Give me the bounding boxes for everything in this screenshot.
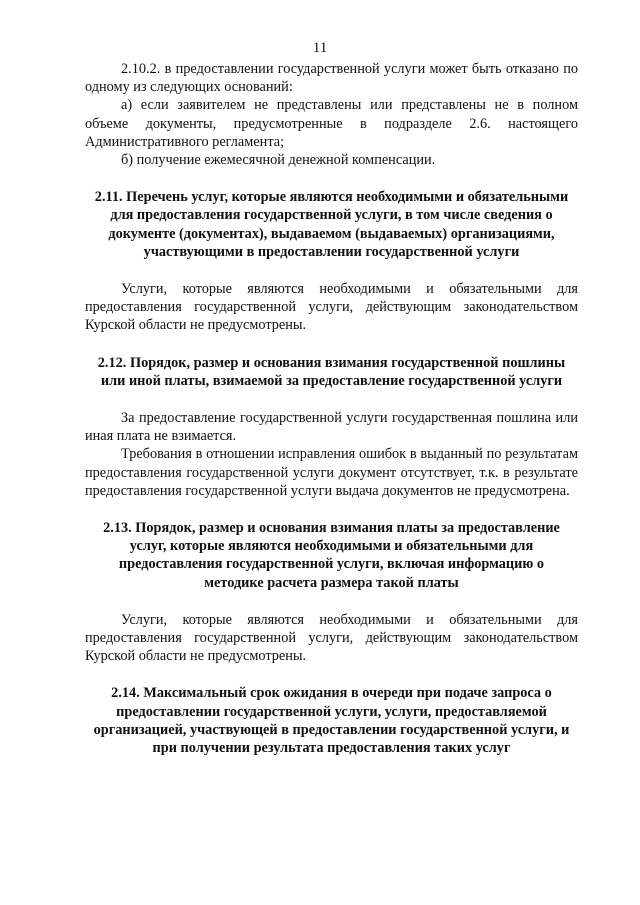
heading-2-11: 2.11. Перечень услуг, которые являются необходимыми и обязательными для предоставления государственной услуги, в том числе сведения о документе (документах), выдаваемом (выдаваемых) организациями, участвующими в предоставлении государственной услуги [94,189,569,260]
heading-2-12: 2.12. Порядок, размер и основания взимания государственной пошлины или иной платы, взимаемой за предоставление государственной услуги [97,354,566,389]
heading-2-14: 2.14. Максимальный срок ожидания в очереди при подаче запроса о предоставлении государственной услуги, услуги, предоставляемой организацией, участвующей в предоставлении государственной услуги, и при получении результата предоставления таких услуг [93,685,570,757]
paragraph-2-10-2-intro: 2.10.2. в предоставлении государственной услуги может быть отказано по одному из следующих оснований: [85,61,578,96]
page-content [85,60,578,757]
paragraph-2-13-body: Услуги, которые являются необходимыми и обязательными для предоставления государственной услуги, действующим законодательством Курской области не предусмотрены. [85,611,578,665]
paragraph-2-12-body-1: За предоставление государственной услуги государственная пошлина или иная плата не взимается. [85,410,578,445]
paragraph-2-12-body-2: Требования в отношении исправления ошибок в выданный по результатам предоставления государственной услуги документ отсутствует, т.к. в результате предоставления государственной услуги выдача документов не предусмотрена. [85,446,578,499]
paragraph-2-11-body: Услуги, которые являются необходимыми и обязательными для предоставления государственной услуги, действующим законодательством Курской области не предусмотрены. [85,281,578,334]
paragraph-2-10-2-item-b: б) получение ежемесячной денежной компенсации. [121,152,436,169]
page-number: 11 [312,40,328,56]
heading-2-13: 2.13. Порядок, размер и основания взимания платы за предоставление услуг, которые являются необходимыми и обязательными для предоставления государственной услуги, включая информацию о методике расчета размера такой платы [103,520,560,591]
paragraph-2-10-2-item-a: а) если заявителем не представлены или представлены не в полном объеме документы, предусмотренные в подразделе 2.6. настоящего Административного регламента; [85,97,578,150]
